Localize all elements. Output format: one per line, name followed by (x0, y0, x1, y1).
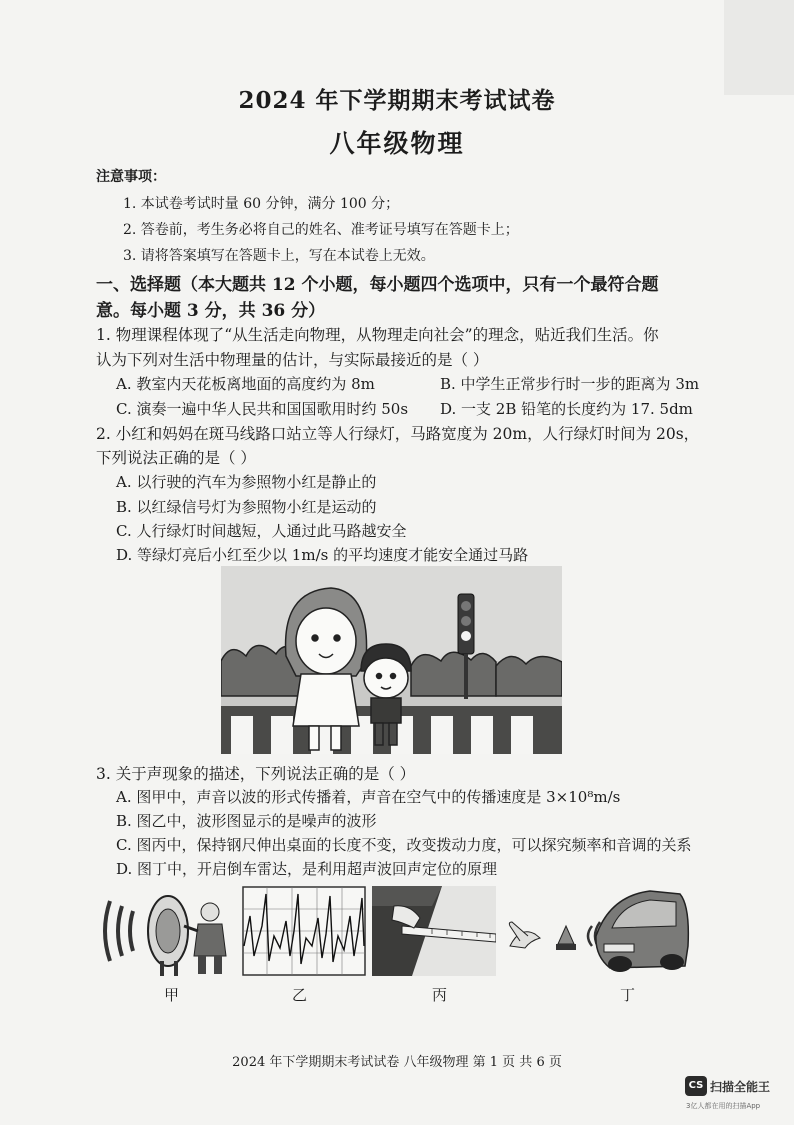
figure-bing-ruler (372, 886, 496, 976)
page-footer: 2024 年下学期期末考试试卷 八年级物理 第 1 页 共 6 页 (232, 1055, 562, 1070)
crosswalk-illustration (221, 566, 562, 754)
torn-corner (724, 0, 794, 95)
q2-option-a: A. 以行驶的汽车为参照物小红是静止的 (116, 473, 377, 491)
q2-option-b: B. 以红绿信号灯为参照物小红是运动的 (116, 498, 377, 516)
notice-item-1: 1. 本试卷考试时量 60 分钟，满分 100 分； (123, 196, 400, 212)
exam-title: 2024 年下学期期末考试试卷 (238, 87, 556, 114)
notice-heading: 注意事项： (96, 169, 166, 185)
q3-option-d: D. 图丁中，开启倒车雷达，是利用超声波回声定位的原理 (116, 860, 498, 878)
figure-label-bing: 丙 (432, 986, 448, 1004)
q3-option-b: B. 图乙中，波形图显示的是噪声的波形 (116, 812, 377, 830)
q2-option-c: C. 人行绿灯时间越短，人通过此马路越安全 (116, 522, 407, 540)
q3-option-c: C. 图丙中，保持钢尺伸出桌面的长度不变，改变拨动力度，可以探究频率和音调的关系 (116, 836, 692, 854)
exam-subject: 八年级物理 (329, 129, 465, 158)
scanner-app-tagline: 3亿人都在用的扫描App (686, 1102, 761, 1110)
q2-stem-line2: 下列说法正确的是（ ） (96, 449, 256, 467)
scanner-app-name: 扫描全能王 (710, 1080, 771, 1094)
section-heading-line1: 一、选择题（本大题共 12 个小题，每小题四个选项中，只有一个最符合题 (96, 275, 659, 295)
figure-jia-drum (98, 886, 236, 976)
q1-option-a: A. 教室内天花板离地面的高度约为 8m (116, 375, 375, 393)
section-heading-line2: 意。每小题 3 分，共 36 分） (96, 301, 326, 321)
q1-stem-line1: 1. 物理课程体现了“从生活走向物理，从物理走向社会”的理念，贴近我们生活。你 (96, 326, 659, 344)
q1-option-b: B. 中学生正常步行时一步的距离为 3m (440, 375, 700, 393)
q2-stem-line1: 2. 小红和妈妈在斑马线路口站立等人行绿灯，马路宽度为 20m，人行绿灯时间为 20s， (96, 425, 700, 443)
q3-option-a: A. 图甲中，声音以波的形式传播着，声音在空气中的传播速度是 3×10⁸m/s (116, 788, 621, 806)
q3-stem: 3. 关于声现象的描述，下列说法正确的是（ ） (96, 765, 416, 783)
figure-label-yi: 乙 (292, 986, 308, 1004)
mother-figure (286, 588, 367, 750)
q2-option-d: D. 等绿灯亮后小红至少以 1m/s 的平均速度才能安全通过马路 (116, 546, 529, 564)
q1-option-d: D. 一支 2B 铅笔的长度约为 17. 5dm (440, 400, 693, 418)
figure-yi-waveform (242, 886, 366, 976)
figure-label-jia: 甲 (164, 986, 180, 1004)
figure-label-ding: 丁 (620, 986, 636, 1004)
figure-ding-car-radar (500, 886, 690, 976)
notice-item-2: 2. 答卷前，考生务必将自己的姓名、准考证号填写在答题卡上； (123, 222, 519, 238)
scanner-logo-icon: CS (685, 1076, 707, 1096)
notice-item-3: 3. 请将答案填写在答题卡上，写在本试卷上无效。 (123, 248, 435, 264)
q1-stem-line2: 认为下列对生活中物理量的估计，与实际最接近的是（ ） (96, 351, 489, 369)
q1-option-c: C. 演奏一遍中华人民共和国国歌用时约 50s (116, 400, 409, 418)
